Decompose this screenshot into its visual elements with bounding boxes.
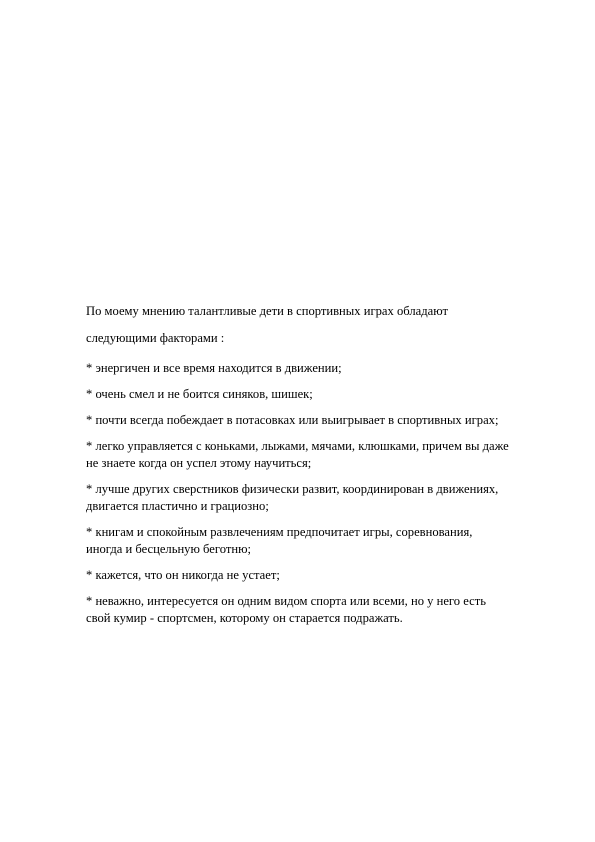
list-item	[86, 386, 556, 403]
document-body	[86, 303, 556, 627]
list-item	[86, 567, 556, 584]
list-item-line: двигается пластично и грациозно;	[86, 499, 269, 513]
list-item	[86, 524, 556, 558]
list-item	[86, 481, 556, 515]
list-item-line: свой кумир - спортсмен, которому он старается подражать.	[86, 611, 403, 625]
list-item-line: иногда и бесцельную беготню;	[86, 542, 251, 556]
list-item	[86, 438, 556, 472]
list-item-line: * очень смел и не боится синяков, шишек;	[86, 387, 313, 401]
intro-line-2: следующими факторами :	[86, 331, 225, 345]
list-item	[86, 360, 556, 377]
factors-list	[86, 360, 556, 627]
list-item	[86, 412, 556, 429]
list-item-line: * легко управляется с коньками, лыжами, мячами, клюшками, причем вы даже	[86, 439, 509, 453]
list-item-line: * кажется, что он никогда не устает;	[86, 568, 280, 582]
list-item	[86, 593, 556, 627]
list-item-line: * лучше других сверстников физически развит, координирован в движениях,	[86, 482, 499, 496]
intro-line-1: По моему мнению талантливые дети в спортивных играх обладают	[86, 304, 448, 318]
list-item-line: не знаете когда он успел этому научиться;	[86, 456, 312, 470]
list-item-line: * неважно, интересуется он одним видом спорта или всеми, но у него есть	[86, 594, 486, 608]
list-item-line: * книгам и спокойным развлечениям предпочитает игры, соревнования,	[86, 525, 473, 539]
list-item-line: * почти всегда побеждает в потасовках или выигрывает в спортивных играх;	[86, 413, 499, 427]
list-item-line: * энергичен и все время находится в движении;	[86, 361, 342, 375]
